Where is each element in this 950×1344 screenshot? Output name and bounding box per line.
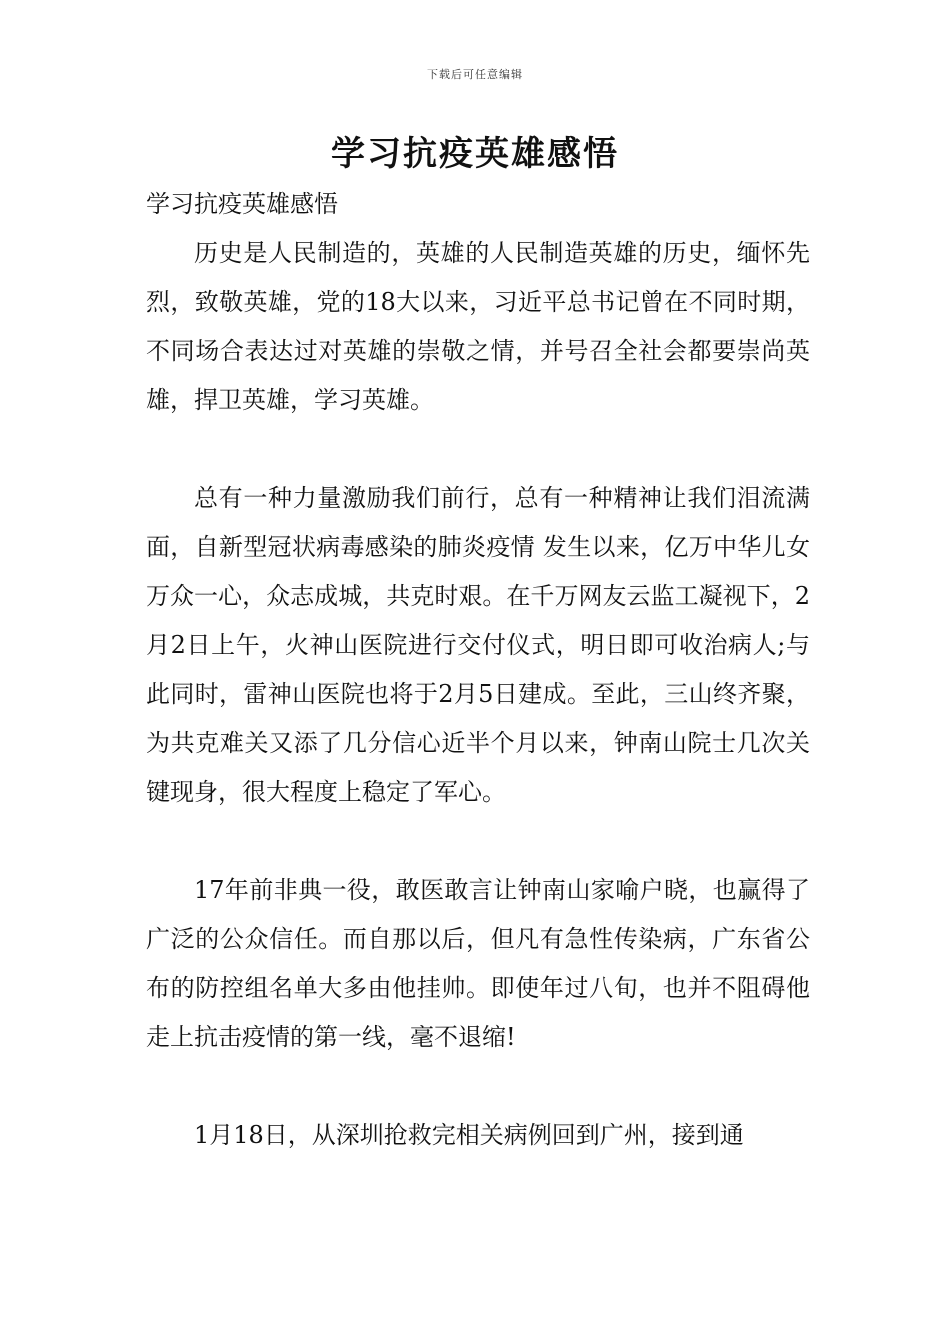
- paragraph-3: 17年前非典一役，敢医敢言让钟南山家喻户晓，也赢得了广泛的公众信任。而自那以后，但凡有急性传染病，广东省公布的防控组名单大多由他挂帅。即使年过八旬，也并不阻碍他走上抗击疫情的第一线，毫不退缩!: [146, 876, 810, 1051]
- paragraph-1: 历史是人民制造的，英雄的人民制造英雄的历史，缅怀先烈，致敬英雄，党的18大以来，习近平总书记曾在不同时期，不同场合表达过对英雄的崇敬之情，并号召全社会都要崇尚英雄，捍卫英雄，学习英雄。: [146, 239, 810, 414]
- paragraph-2: 总有一种力量激励我们前行，总有一种精神让我们泪流满面，自新型冠状病毒感染的肺炎疫情 发生以来，亿万中华儿女万众一心，众志成城，共克时艰。在千万网友云监工凝视下，2月2日上午，火神山医院进行交付仪式，明日即可收治病人;与此同时，雷神山医院也将于2月5日建成。至此，三山终齐聚，为共克难关又添了几分信心近半个月以来，钟南山院士几次关键现身，很大程度上稳定了军心。: [146, 484, 810, 806]
- page-title: 学习抗疫英雄感悟: [331, 134, 619, 174]
- subtitle: 学习抗疫英雄感悟: [146, 190, 338, 218]
- document-body: [146, 180, 810, 1160]
- paragraph-4: 1月18日，从深圳抢救完相关病例回到广州，接到通: [194, 1121, 744, 1149]
- header-note: 下载后可任意编辑: [427, 68, 523, 81]
